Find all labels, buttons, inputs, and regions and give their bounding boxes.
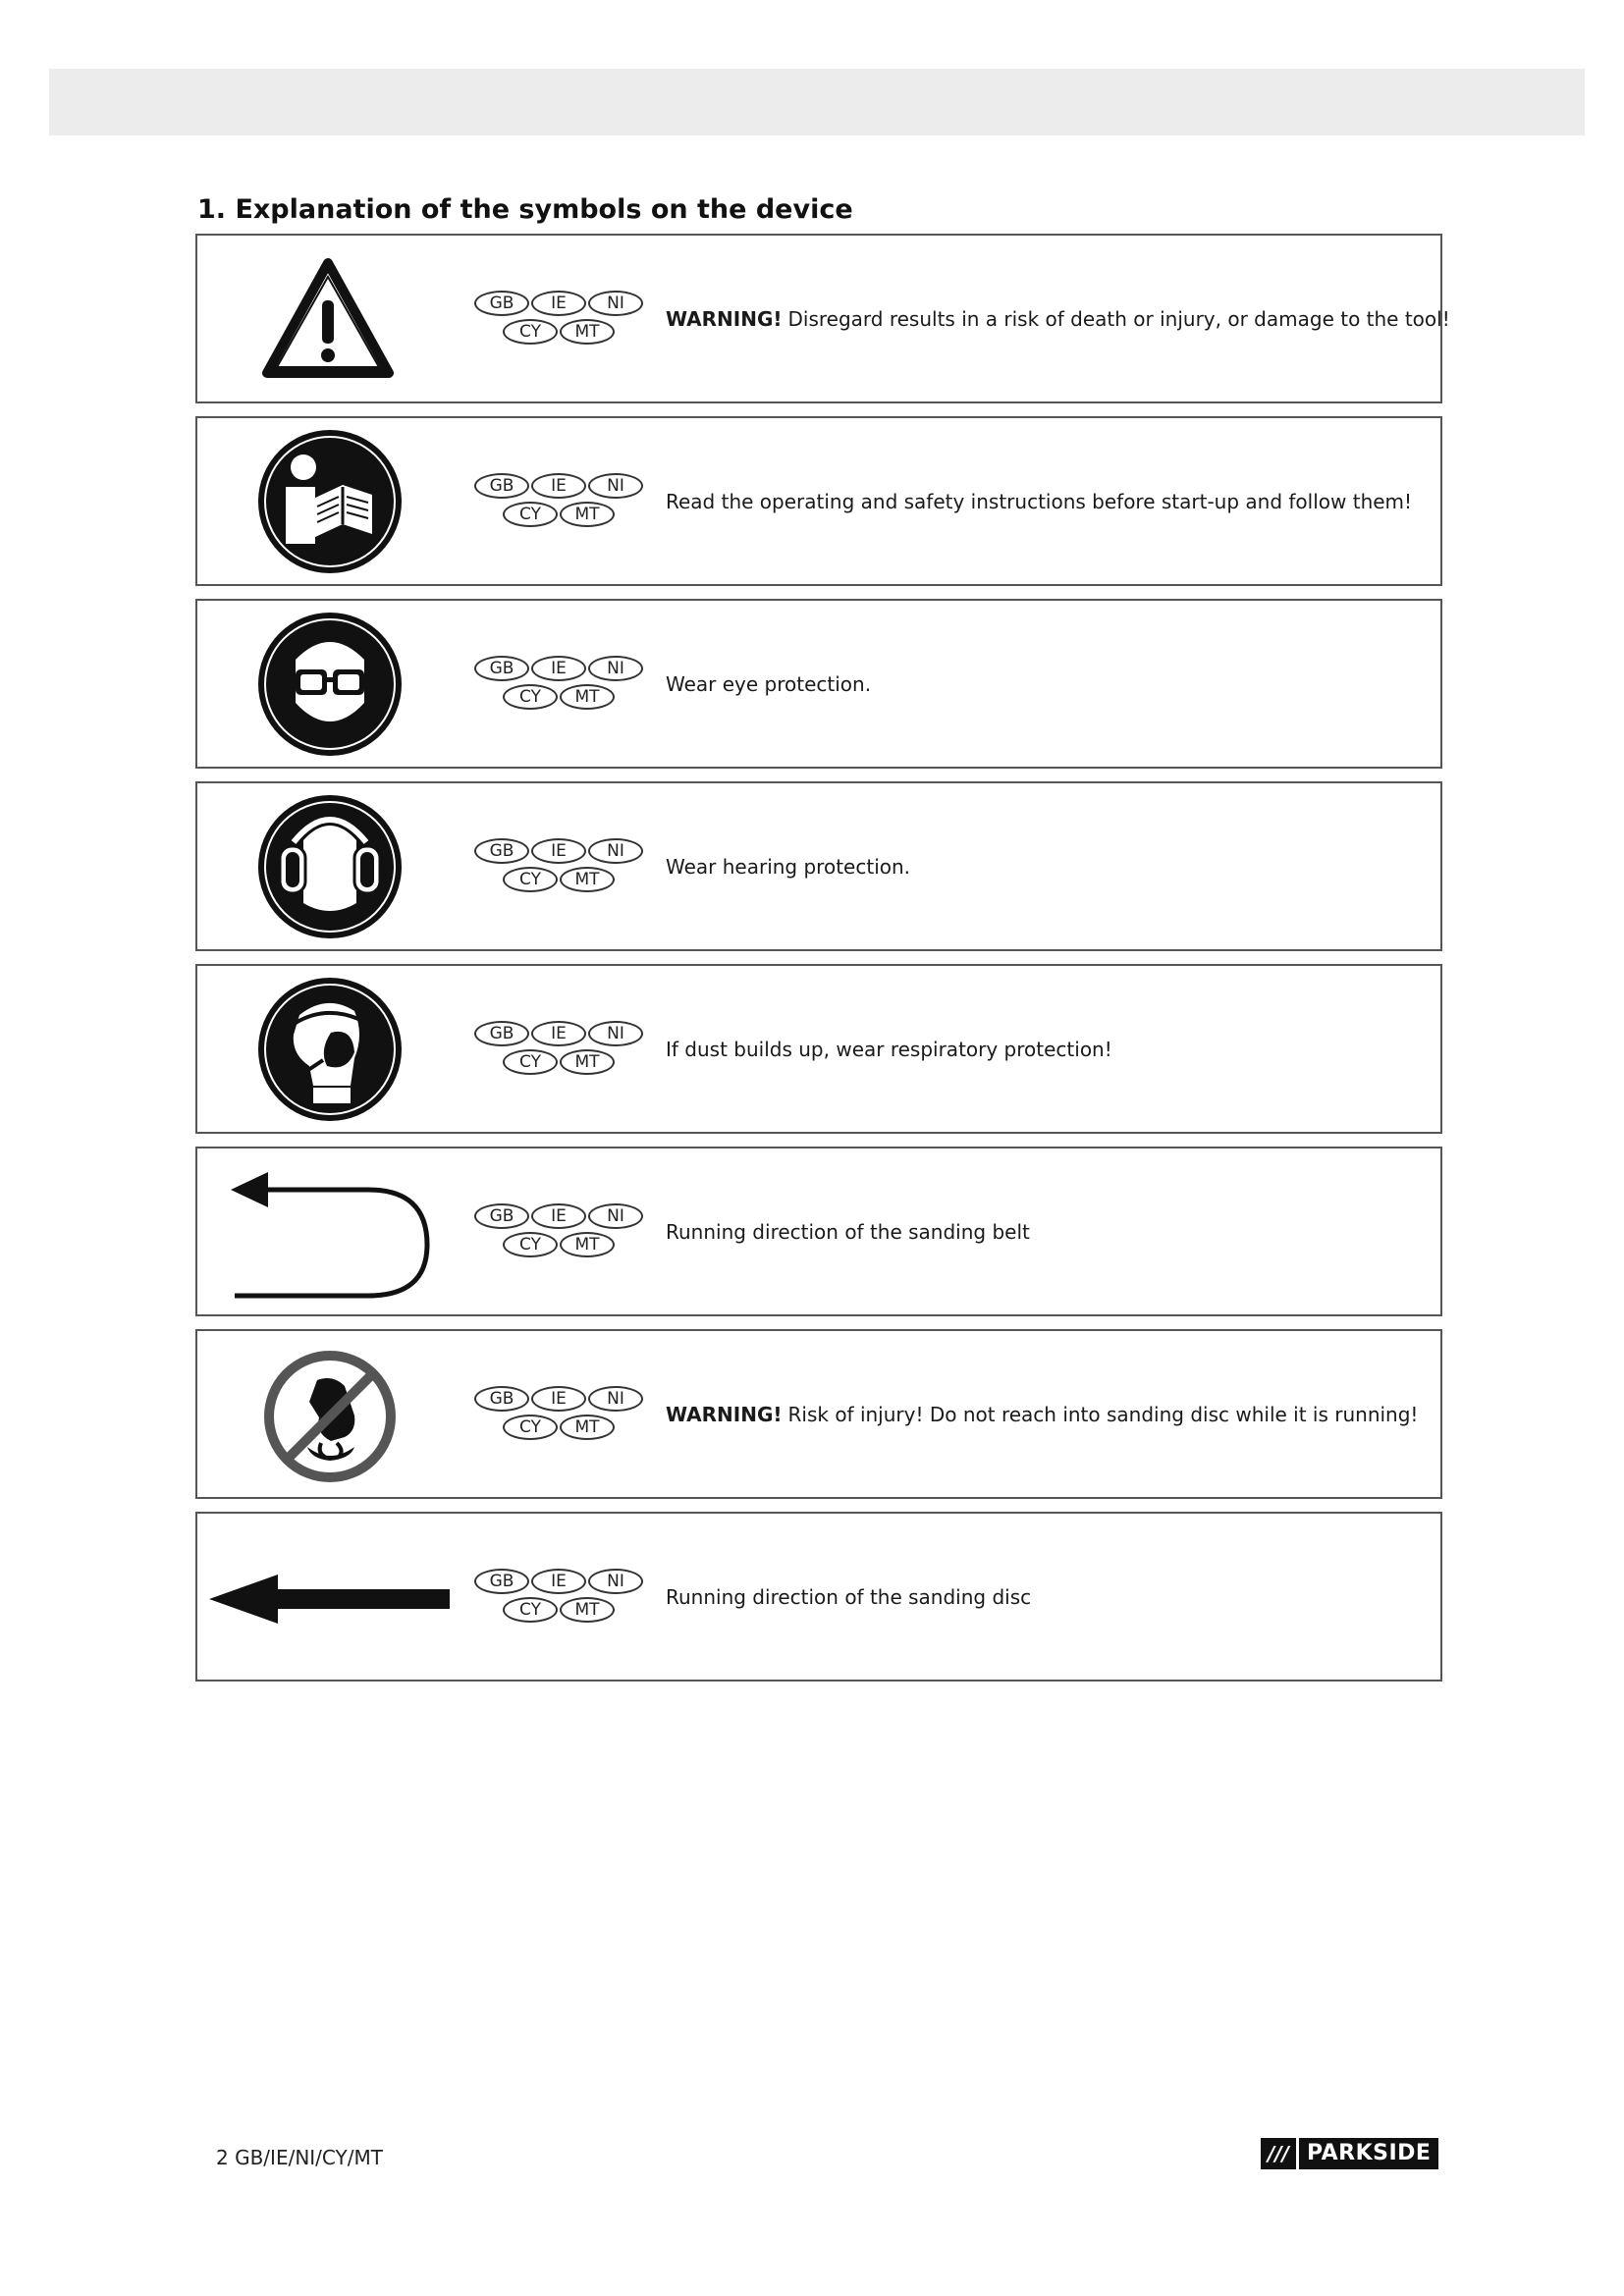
language-badges: [474, 1203, 651, 1262]
section-title: 1. Explanation of the symbols on the device: [197, 194, 853, 225]
badge-gb: GB: [474, 1569, 529, 1594]
badge-mt: MT: [560, 502, 615, 527]
badge-mt: MT: [560, 319, 615, 345]
badge-ni: NI: [588, 1203, 643, 1229]
badge-gb: GB: [474, 838, 529, 864]
badge-ni: NI: [588, 656, 643, 681]
badge-ie: IE: [531, 291, 586, 316]
language-badges: [474, 838, 651, 897]
symbol-row-eye-protection: [195, 599, 1442, 769]
badge-mt: MT: [560, 1415, 615, 1440]
description-text: Running direction of the sanding disc: [666, 1584, 1032, 1609]
badge-cy: CY: [503, 1415, 558, 1440]
symbol-description: [666, 601, 1421, 767]
eye-protection-icon: [197, 601, 462, 767]
badge-gb: GB: [474, 291, 529, 316]
symbol-description: [666, 783, 1421, 949]
badge-ni: NI: [588, 1569, 643, 1594]
badge-gb: GB: [474, 1386, 529, 1412]
badge-cy: CY: [503, 867, 558, 892]
badge-ni: NI: [588, 1386, 643, 1412]
warning-label: WARNING!: [666, 1402, 783, 1426]
badge-ni: NI: [588, 1021, 643, 1046]
badge-cy: CY: [503, 684, 558, 710]
logo-wordmark: PARKSIDE: [1299, 2138, 1438, 2169]
badge-gb: GB: [474, 473, 529, 499]
language-badges: [474, 1569, 651, 1628]
badge-mt: MT: [560, 684, 615, 710]
badge-ie: IE: [531, 1386, 586, 1412]
warning-label: WARNING!: [666, 306, 783, 331]
description-text: If dust builds up, wear respiratory protection!: [666, 1037, 1112, 1061]
symbol-description: [666, 236, 1450, 401]
symbol-table: [195, 234, 1450, 1694]
symbol-row-disc-direction: [195, 1512, 1442, 1682]
badge-ie: IE: [531, 1569, 586, 1594]
badge-ie: IE: [531, 1021, 586, 1046]
disc-direction-arrow-icon: [197, 1514, 462, 1680]
badge-ie: IE: [531, 1203, 586, 1229]
symbol-row-read-manual: [195, 416, 1442, 586]
description-text: Wear eye protection.: [666, 671, 872, 696]
badge-ni: NI: [588, 838, 643, 864]
badge-mt: MT: [560, 1049, 615, 1075]
warning-triangle-icon: [197, 236, 462, 401]
symbol-row-belt-direction: [195, 1147, 1442, 1316]
header-band: [49, 69, 1585, 135]
badge-ie: IE: [531, 473, 586, 499]
badge-cy: CY: [503, 1049, 558, 1075]
badge-gb: GB: [474, 1021, 529, 1046]
badge-ni: NI: [588, 291, 643, 316]
badge-gb: GB: [474, 656, 529, 681]
description-text: Risk of injury! Do not reach into sanding disc while it is running!: [787, 1402, 1419, 1426]
symbol-description: [666, 418, 1421, 584]
no-hand-reach-icon: [197, 1331, 462, 1497]
logo-slashes: ///: [1261, 2138, 1296, 2169]
symbol-row-warning: [195, 234, 1450, 403]
symbol-description: [666, 966, 1421, 1132]
description-text: Running direction of the sanding belt: [666, 1219, 1030, 1244]
description-text: Read the operating and safety instructions before start-up and follow them!: [666, 489, 1413, 513]
badge-mt: MT: [560, 1232, 615, 1257]
belt-direction-arrow-icon: [197, 1148, 462, 1314]
badge-cy: CY: [503, 1597, 558, 1623]
badge-ie: IE: [531, 656, 586, 681]
badge-cy: CY: [503, 502, 558, 527]
hearing-protection-icon: [197, 783, 462, 949]
badge-cy: CY: [503, 1232, 558, 1257]
respiratory-protection-icon: [197, 966, 462, 1132]
description-text: Wear hearing protection.: [666, 854, 911, 879]
description-text: Disregard results in a risk of death or injury, or damage to the tool!: [787, 306, 1450, 331]
language-badges: [474, 473, 651, 532]
language-badges: [474, 1386, 651, 1445]
badge-cy: CY: [503, 319, 558, 345]
parkside-logo: [1261, 2138, 1438, 2169]
symbol-description: [666, 1514, 1421, 1680]
page-number: 2 GB/IE/NI/CY/MT: [216, 2146, 383, 2169]
symbol-row-hearing-protection: [195, 781, 1442, 951]
badge-gb: GB: [474, 1203, 529, 1229]
symbol-description: [666, 1148, 1421, 1314]
symbol-description: [666, 1331, 1421, 1497]
badge-mt: MT: [560, 1597, 615, 1623]
language-badges: [474, 1021, 651, 1080]
badge-ie: IE: [531, 838, 586, 864]
symbol-row-respiratory-protection: [195, 964, 1442, 1134]
badge-ni: NI: [588, 473, 643, 499]
symbol-row-no-reach: [195, 1329, 1442, 1499]
read-manual-icon: [197, 418, 462, 584]
badge-mt: MT: [560, 867, 615, 892]
language-badges: [474, 656, 651, 715]
language-badges: [474, 291, 651, 349]
